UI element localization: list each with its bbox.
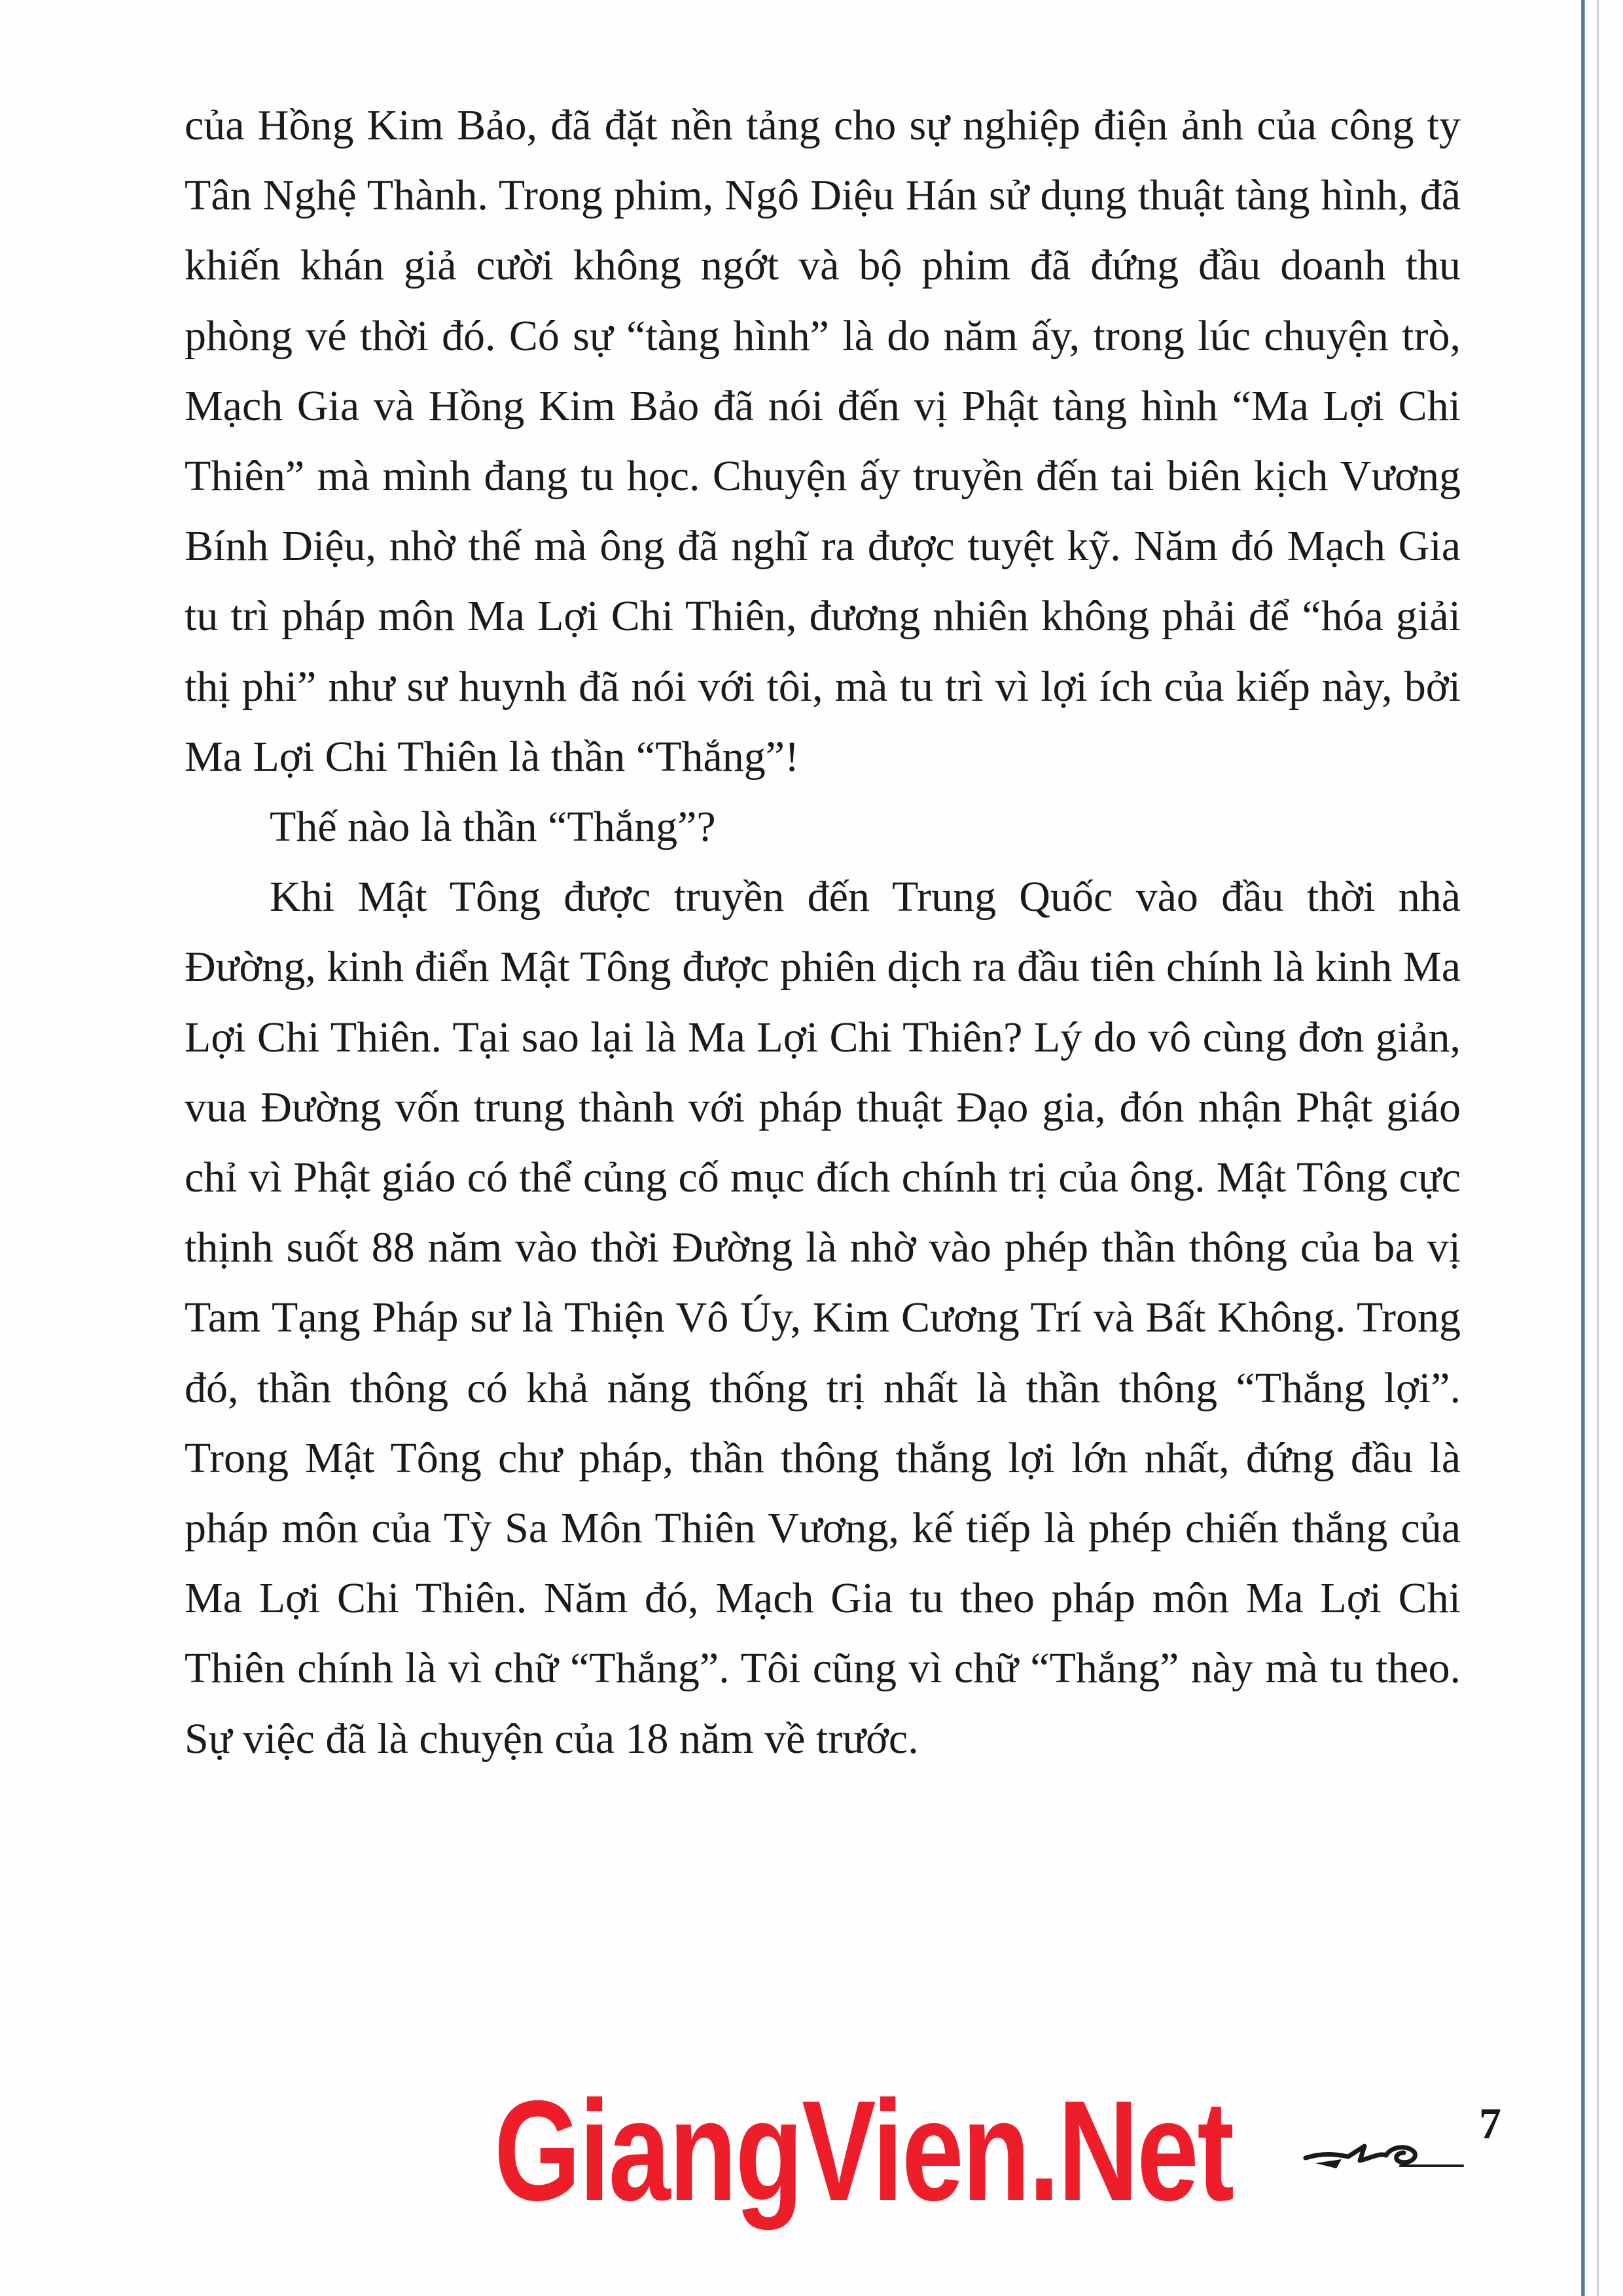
paragraph-1: của Hồng Kim Bảo, đã đặt nền tảng cho sự nghiệp điện ảnh của công ty Tân Nghệ Thành. Trong phim, Ngô Diệu Hán sử dụng thuật tàng hình, đã khiến khán giả cười không ngớt và bộ phim đã đứng đầu doanh thu phòng vé thời đó. Có sự “tàng hình” là do năm ấy, trong lúc chuyện trò, Mạch Gia và Hồng Kim Bảo đã nói đến vị Phật tàng hình “Ma Lợi Chi Thiên” mà mình đang tu học. Chuyện ấy truyền đến tai biên kịch Vương Bính Diệu, nhờ thế mà ông đã nghĩ ra được tuyệt kỹ. Năm đó Mạch Gia tu trì pháp môn Ma Lợi Chi Thiên, đương nhiên không phải để “hóa giải thị phi” như sư huynh đã nói với tôi, mà tu trì vì lợi ích của kiếp này, bởi Ma Lợi Chi Thiên là thần “Thắng”! xyxy=(185,101,1461,781)
page-edge-binding xyxy=(1581,0,1585,2296)
flourish-ornament-icon xyxy=(1302,2127,1466,2179)
watermark-logo: GiangVien.Net xyxy=(494,2072,1233,2231)
page-number: 7 xyxy=(1479,2098,1501,2148)
paragraph-2: Thế nào là thần “Thắng”? xyxy=(270,803,716,851)
body-text xyxy=(185,90,1461,1774)
page-edge-shadow xyxy=(1597,0,1599,2296)
paragraph-3: Khi Mật Tông được truyền đến Trung Quốc vào đầu thời nhà Đường, kinh điển Mật Tông được phiên dịch ra đầu tiên chính là kinh Ma Lợi Chi Thiên. Tại sao lại là Ma Lợi Chi Thiên? Lý do vô cùng đơn giản, vua Đường vốn trung thành với pháp thuật Đạo gia, đón nhận Phật giáo chỉ vì Phật giáo có thể củng cố mục đích chính trị của ông. Mật Tông cực thịnh suốt 88 năm vào thời Đường là nhờ vào phép thần thông của ba vị Tam Tạng Pháp sư là Thiện Vô Úy, Kim Cương Trí và Bất Không. Trong đó, thần thông có khả năng thống trị nhất là thần thông “Thắng lợi”. Trong Mật Tông chư pháp, thần thông thắng lợi lớn nhất, đứng đầu là pháp môn của Tỳ Sa Môn Thiên Vương, kế tiếp là phép chiến thắng của Ma Lợi Chi Thiên. Năm đó, Mạch Gia tu theo pháp môn Ma Lợi Chi Thiên chính là vì chữ “Thắng”. Tôi cũng vì chữ “Thắng” này mà tu theo. Sự việc đã là chuyện của 18 năm về trước. xyxy=(185,873,1461,1763)
